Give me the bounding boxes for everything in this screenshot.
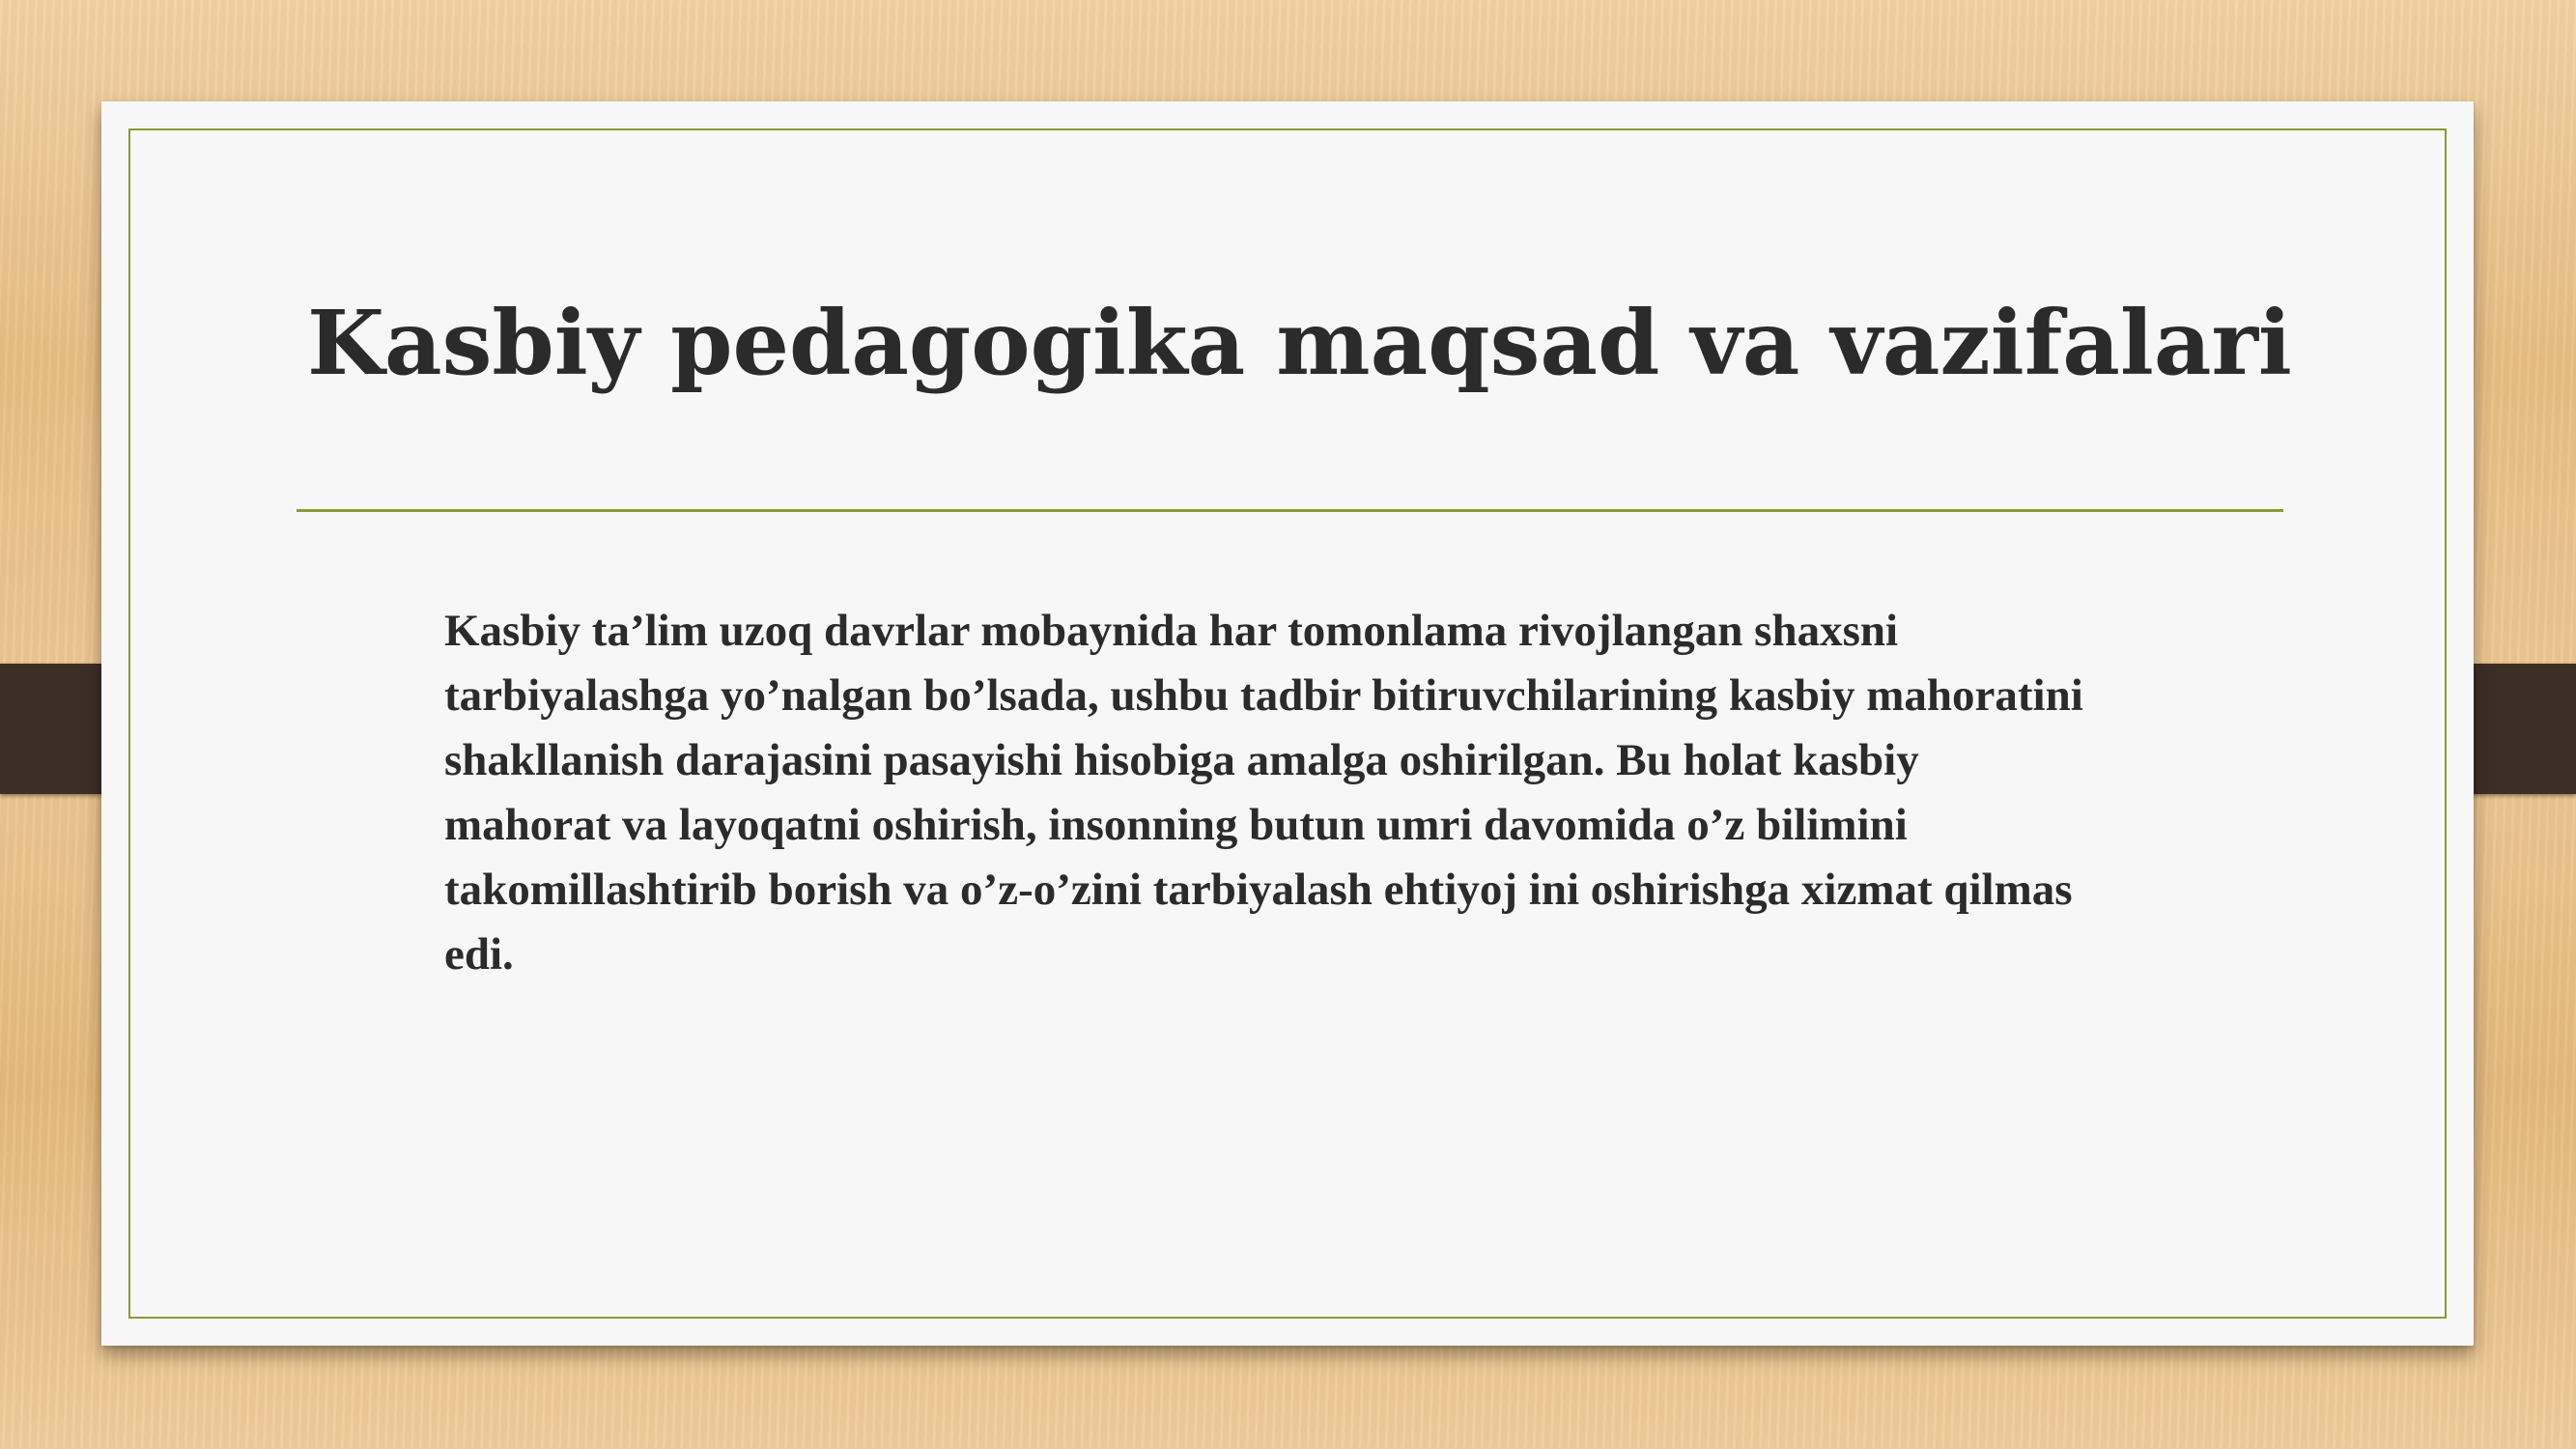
title-divider — [297, 509, 2283, 512]
slide-body-text: Kasbiy ta’lim uzoq davrlar mobaynida har tomonlama rivojlangan shaxsni tarbiyalashga yo’nalgan bo’lsada, ushbu tadbir bitiruvchilarining kasbiy mahoratini shakllanish darajasini pasayishi hisobiga amalga oshirilgan. Bu holat kasbiy mahorat va layoqatni oshirish, insonning butun umri davomida o’z bilimini takomillashtirib borish va o’z-o’zini tarbiyalash ehtiyoj ini oshirishga xizmat qilmas edi. — [444, 606, 2083, 980]
slide-title: Kasbiy pedagogika maqsad va vazifalari — [307, 291, 2292, 395]
